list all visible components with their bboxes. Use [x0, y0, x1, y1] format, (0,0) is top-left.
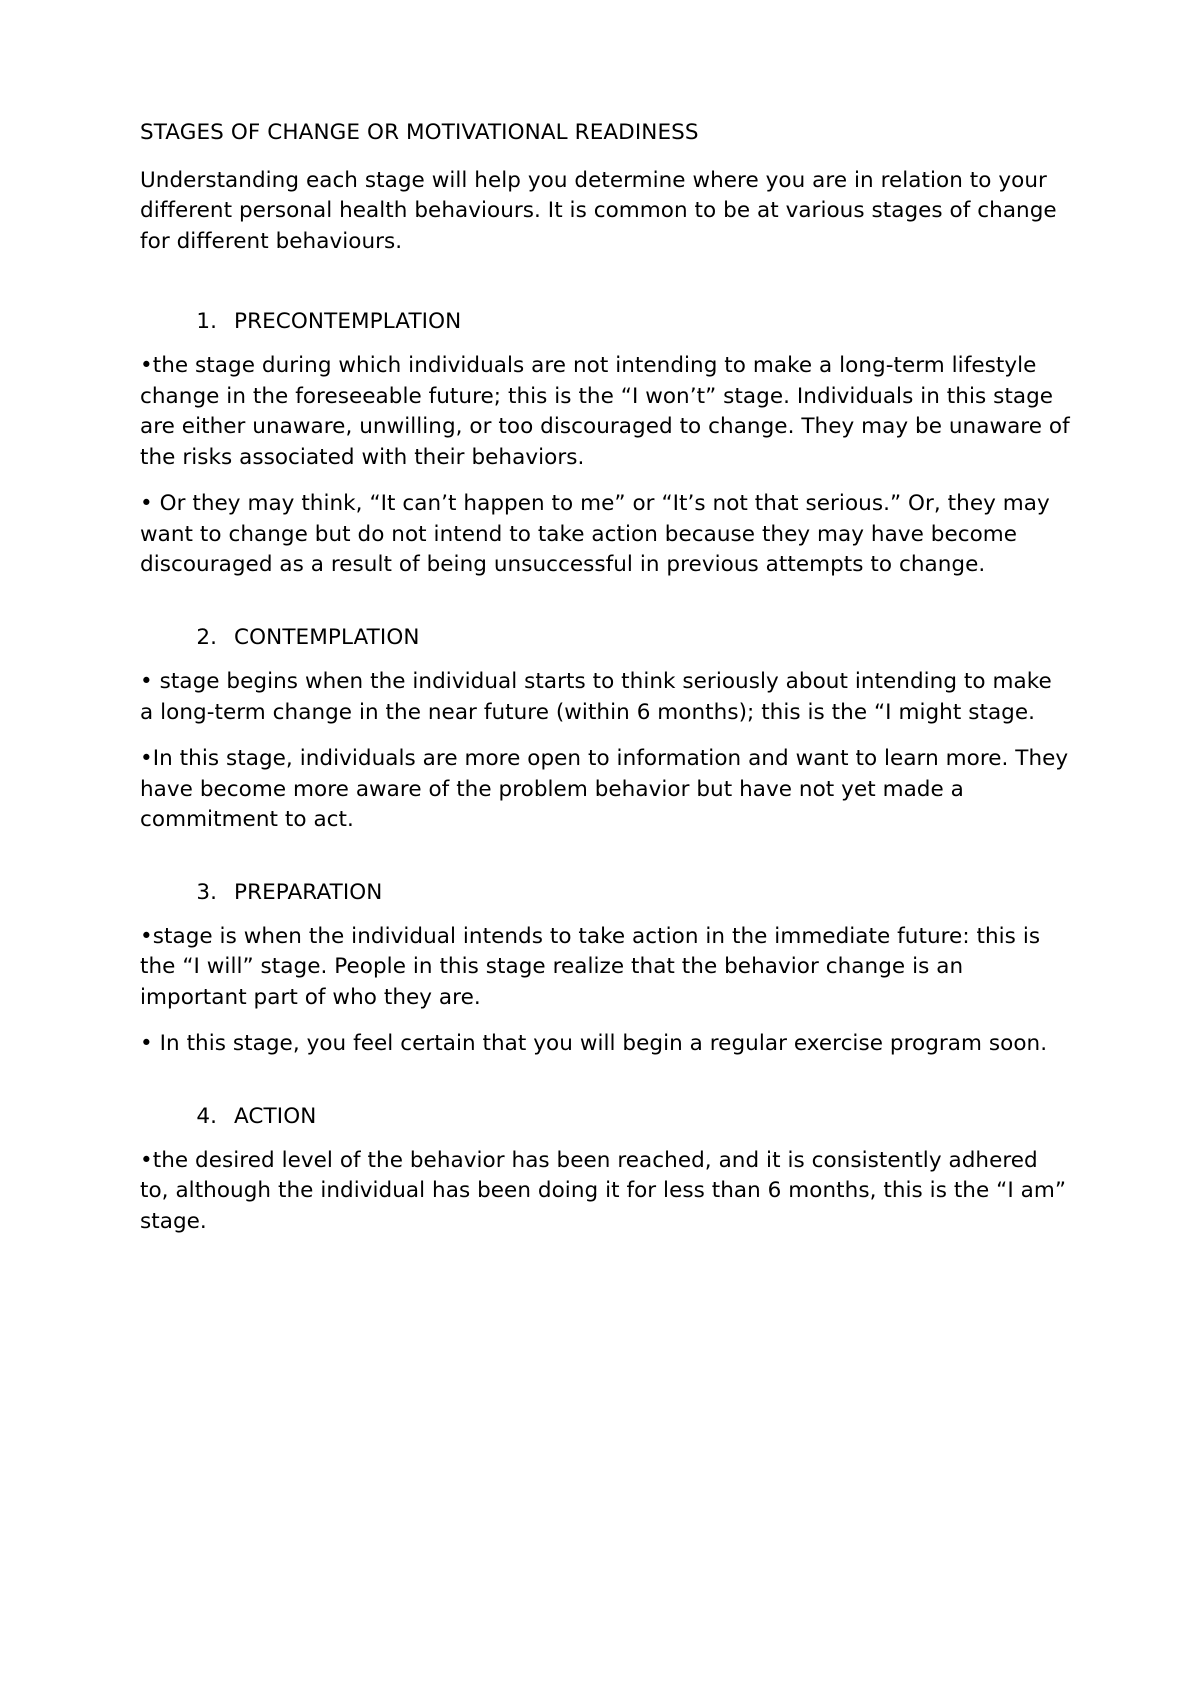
section-2-paragraph-1: • stage begins when the individual starts to think seriously about intending to make a long-term change in the near future (within 6 months); this is the “I might stage.	[140, 669, 1052, 725]
section-gap	[140, 273, 1070, 307]
section-3-paragraph-1: •stage is when the individual intends to take action in the immediate future: this is the “I will” stage. People in this stage realize that the behavior change is an important part of who they are.	[140, 923, 1041, 1010]
section-preparation	[140, 878, 1070, 1060]
section-2-paragraph-2: •In this stage, individuals are more open to information and want to learn more. They have become more aware of the problem behavior but have not yet made a commitment to act.	[140, 746, 1069, 833]
section-heading-1: 1. PRECONTEMPLATION	[224, 307, 1070, 337]
intro-paragraph: Understanding each stage will help you determine where you are in relation to your different personal health behaviours. It is common to be at various stages of change for different behaviours.	[140, 167, 1057, 254]
section-gap	[140, 852, 1070, 878]
section-action	[140, 1102, 1070, 1238]
section-4-paragraph-1: •the desired level of the behavior has been reached, and it is consistently adhered to, although the individual has been doing it for less than 6 months, this is the “I am” stage.	[140, 1147, 1067, 1234]
section-gap	[140, 597, 1070, 623]
section-heading-list-1	[140, 307, 1070, 337]
section-gap	[140, 1076, 1070, 1102]
section-heading-3: 3. PREPARATION	[224, 878, 1070, 908]
page-title: STAGES OF CHANGE OR MOTIVATIONAL READINESS	[140, 120, 699, 145]
section-heading-list-2	[140, 623, 1070, 653]
section-heading-list-4	[140, 1102, 1070, 1132]
section-1-paragraph-2: • Or they may think, “It can’t happen to me” or “It’s not that serious.” Or, they may want to change but do not intend to take action because they may have become discouraged as a result of being unsuccessful in previous attempts to change.	[140, 491, 1050, 578]
section-heading-4: 4. ACTION	[224, 1102, 1070, 1132]
section-contemplation	[140, 623, 1070, 836]
section-heading-list-3	[140, 878, 1070, 908]
section-1-paragraph-1: •the stage during which individuals are not intending to make a long-term lifestyle change in the foreseeable future; this is the “I won’t” stage. Individuals in this stage are either unaware, unwilling, or too discouraged to change. They may be unaware of the risks associated with their behaviors.	[140, 353, 1070, 470]
section-precontemplation	[140, 307, 1070, 581]
section-3-paragraph-2: • In this stage, you feel certain that you will begin a regular exercise program soon.	[140, 1031, 1048, 1057]
section-heading-2: 2. CONTEMPLATION	[224, 623, 1070, 653]
